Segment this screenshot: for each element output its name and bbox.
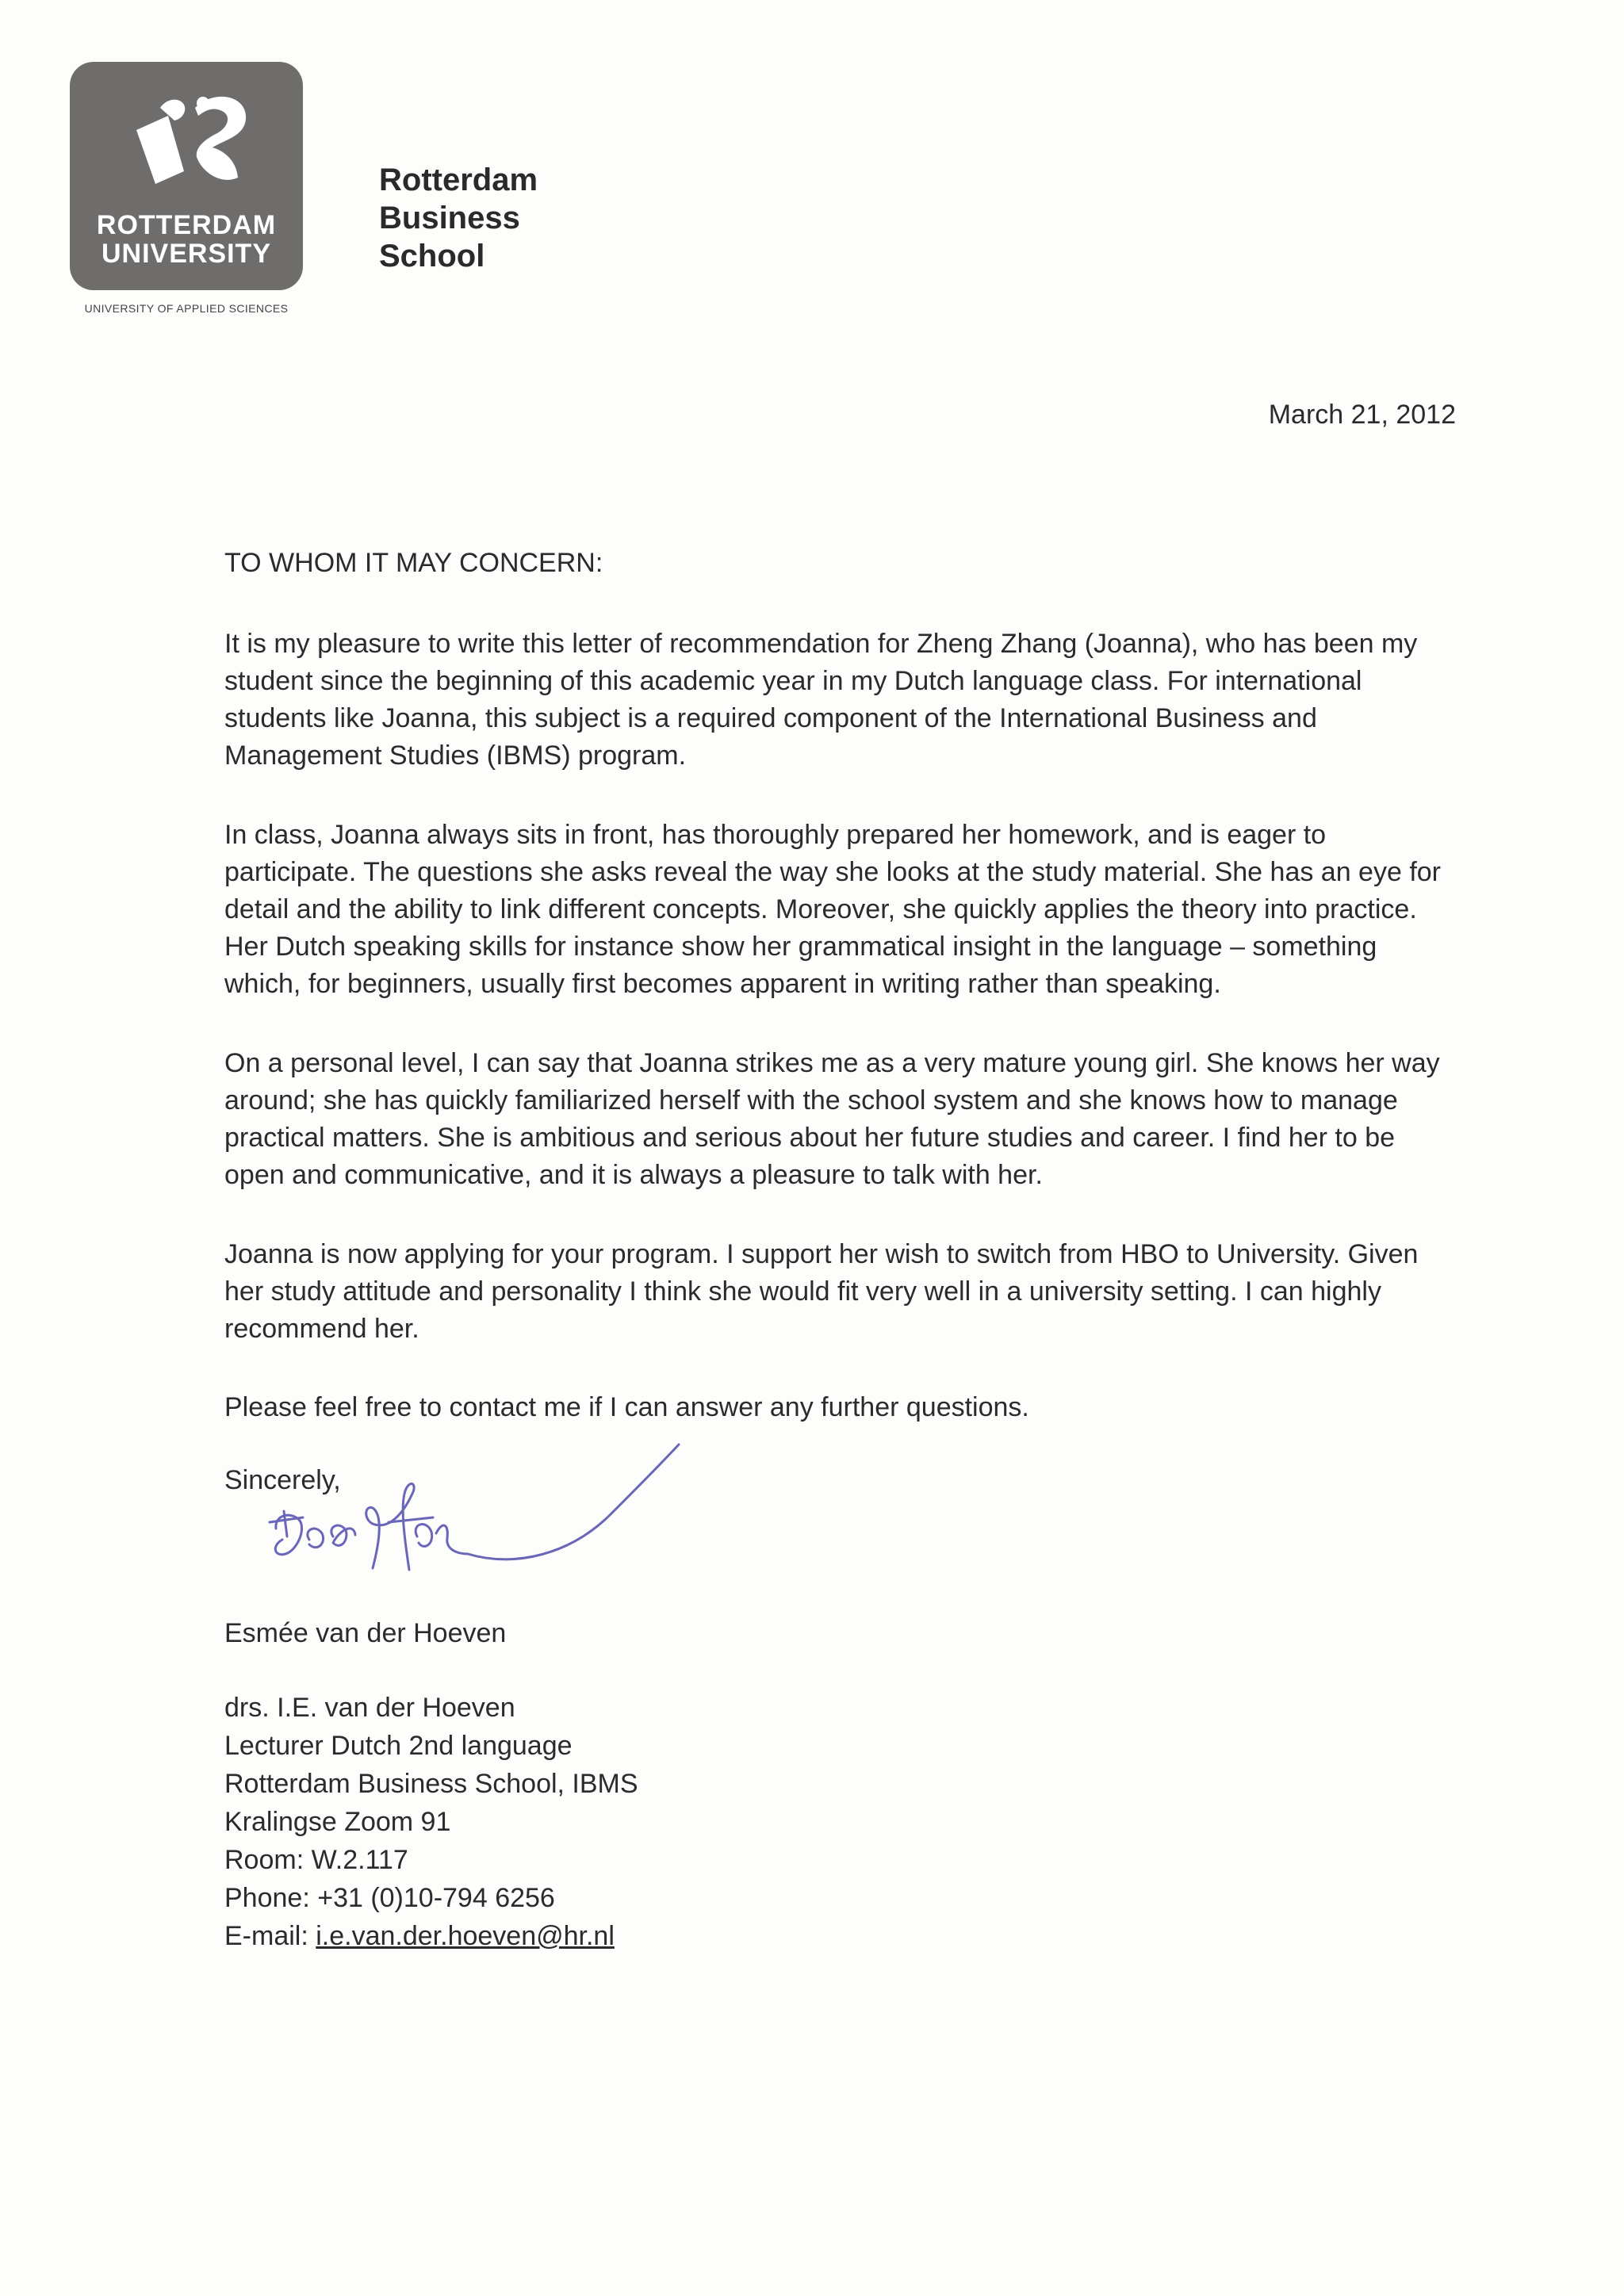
paragraph-line: It is my pleasure to write this letter of recommendation for Zheng Zhang (Joanna), who has been my <box>224 629 1418 659</box>
email-label: E-mail: <box>224 1921 316 1951</box>
school-name-line: School <box>379 239 485 274</box>
paragraph-2 <box>224 817 1493 1003</box>
paragraph-line: Joanna is now applying for your program. I support her wish to switch from HBO to University. Given <box>224 1239 1419 1269</box>
paragraph-line: students like Joanna, this subject is a required component of the International Business and <box>224 703 1317 733</box>
closing: Sincerely, <box>224 1465 341 1495</box>
paragraph-line: detail and the ability to link different concepts. Moreover, she quickly applies the theory into practice. <box>224 894 1417 924</box>
paragraph-line: practical matters. She is ambitious and serious about her future studies and career. I find her to be <box>224 1123 1396 1153</box>
paragraph-line: Please feel free to contact me if I can answer any further questions. <box>224 1392 1029 1422</box>
paragraph-line: In class, Joanna always sits in front, has thoroughly prepared her homework, and is eager to <box>224 820 1327 850</box>
contact-position: Lecturer Dutch 2nd language <box>224 1731 573 1761</box>
paragraph-line: around; she has quickly familiarized herself with the school system and she knows how to manage <box>224 1085 1398 1115</box>
logo-subtitle: UNIVERSITY OF APPLIED SCIENCES <box>84 302 289 315</box>
paragraph-line: her study attitude and personality I think she would fit very well in a university setting. I can highly <box>224 1276 1381 1307</box>
logo-mark-icon <box>119 84 259 203</box>
paragraph-line: student since the beginning of this academic year in my Dutch language class. For international <box>224 666 1362 696</box>
contact-organization: Rotterdam Business School, IBMS <box>224 1769 638 1799</box>
school-name-line: Rotterdam <box>379 163 538 197</box>
paragraph-3 <box>224 1045 1493 1194</box>
contact-phone: Phone: +31 (0)10-794 6256 <box>224 1883 555 1913</box>
paragraph-4 <box>224 1236 1493 1348</box>
paragraph-line: open and communicative, and it is always a pleasure to talk with her. <box>224 1160 1043 1190</box>
paragraph-1 <box>224 626 1493 775</box>
school-name <box>379 161 696 275</box>
contact-block <box>224 1689 638 1955</box>
contact-address: Kralingse Zoom 91 <box>224 1807 451 1837</box>
salutation: TO WHOM IT MAY CONCERN: <box>224 548 603 578</box>
paragraph-5 <box>224 1389 1493 1426</box>
paragraph-line: recommend her. <box>224 1314 419 1344</box>
paragraph-line: participate. The questions she asks reveal the way she looks at the study material. She has an eye for <box>224 857 1442 887</box>
email-link[interactable]: i.e.van.der.hoeven@hr.nl <box>316 1921 615 1951</box>
handwritten-signature <box>254 1435 698 1617</box>
university-logo <box>70 62 303 290</box>
signer-name: Esmée van der Hoeven <box>224 1618 507 1648</box>
logo-text-rotterdam: ROTTERDAM <box>96 210 277 240</box>
school-name-line: Business <box>379 201 520 235</box>
letter-date: March 21, 2012 <box>1268 400 1456 430</box>
paragraph-line: which, for beginners, usually first becomes apparent in writing rather than speaking. <box>224 969 1221 999</box>
contact-title-name: drs. I.E. van der Hoeven <box>224 1693 515 1723</box>
paragraph-line: On a personal level, I can say that Joanna strikes me as a very mature young girl. She knows her way <box>224 1048 1440 1078</box>
logo-text-university: UNIVERSITY <box>101 239 272 269</box>
paragraph-line: Management Studies (IBMS) program. <box>224 740 687 771</box>
paragraph-line: Her Dutch speaking skills for instance show her grammatical insight in the language – something <box>224 932 1377 962</box>
contact-room: Room: W.2.117 <box>224 1845 408 1875</box>
contact-email-line <box>224 1917 638 1955</box>
